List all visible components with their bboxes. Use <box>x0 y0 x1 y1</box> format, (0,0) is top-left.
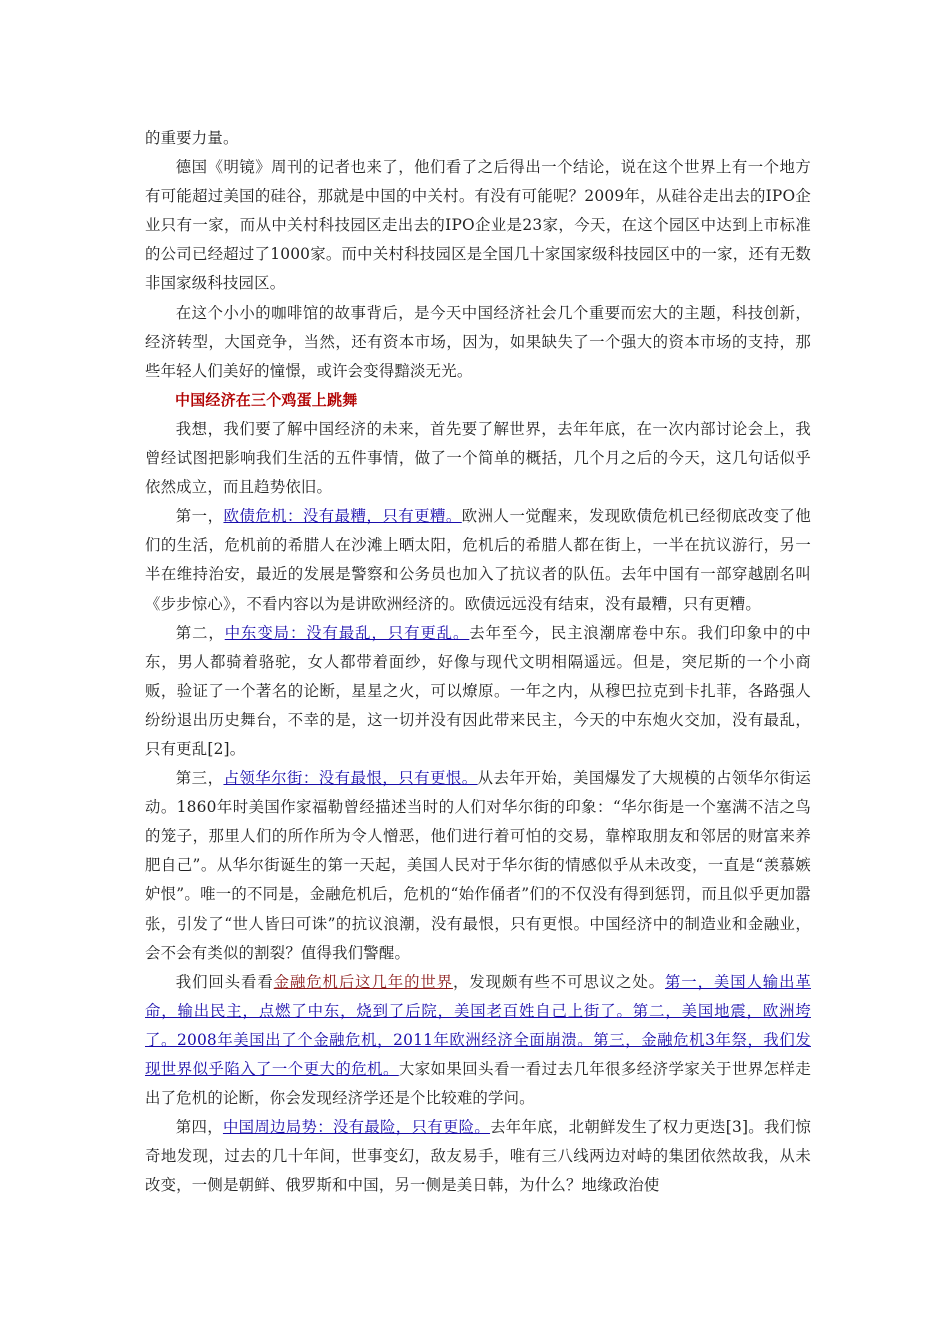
paragraph-text: 从去年开始，美国爆发了大规模的占领华尔街运动。1860年时美国作家福勒曾经描述当时的人们对华尔街的印象：“华尔街是一个塞满不洁之鸟的笼子，那里人们的所作所为令人憎恶，他们进行着可怕的交易，靠榨取朋友和邻居的财富来养肥自己”。从华尔街诞生的第一天起，美国人民对于华尔街的情感似乎从未改变，一直是“羡慕嫉妒恨”。唯一的不同是，金融危机后，危机的“始作俑者”们的不仅没有得到惩罚，而且似乎更加嚣张，引发了“世人皆曰可诛”的抗议浪潮，没有最恨，只有更恨。中国经济中的制造业和金融业，会不会有类似的割裂？值得我们警醒。 <box>145 769 812 962</box>
paragraph <box>145 502 811 618</box>
link-middle-east[interactable]: 中东变局：没有最乱，只有更乱。 <box>224 623 470 642</box>
paragraph <box>145 153 811 298</box>
link-post-crisis-world[interactable]: 金融危机后这几年的世界 <box>273 972 453 991</box>
paragraph-text: 在这个小小的咖啡馆的故事背后，是今天中国经济社会几个重要而宏大的主题，科技创新，经济转型，大国竞争，当然，还有资本市场，因为，如果缺失了一个强大的资本市场的支持，那些年轻人们美好的憧憬，或许会变得黯淡无光。 <box>145 303 811 380</box>
paragraph-text: ，发现颇有些不可思议之处。 <box>453 972 665 991</box>
paragraph-text: 欧洲人一觉醒来，发现欧债危机已经彻底改变了他们的生活，危机前的希腊人在沙滩上晒太阳，危机后的希腊人都在街上，一半在抗议游行，另一半在维持治安，最近的发展是警察和公务员也加入了抗议者的队伍。去年中国有一部穿越剧名叫《步步惊心》，不看内容以为是讲欧洲经济的。欧债远远没有结束，没有最糟，只有更糟。 <box>145 507 811 613</box>
paragraph <box>145 619 811 764</box>
paragraph-text: 第一， <box>175 507 224 526</box>
paragraph-text: 大家如果回头看一看过去几年很多经济学家关于世界怎样走出了危机的论断，你会发现经济学还是个比较难的学问。 <box>145 1060 812 1108</box>
paragraph-text: 德国《明镜》周刊的记者也来了，他们看了之后得出一个结论，说在这个世界上有一个地方有可能超过美国的硅谷，那就是中国的中关村。有没有可能呢？2009年，从硅谷走出去的IPO企业只有一家，而从中关村科技园区走出去的IPO企业是23家，今天，在这个园区中达到上市标准的公司已经超过了1000家。而中关村科技园区是全国几十家国家级科技园区中的一家，还有无数非国家级科技园区。 <box>145 158 811 293</box>
paragraph-text: 的重要力量。 <box>145 129 239 147</box>
link-euro-debt-crisis[interactable]: 欧债危机：没有最糟，只有更糟。 <box>223 507 462 526</box>
article-body <box>145 124 811 1200</box>
section-heading: 中国经济在三个鸡蛋上跳舞 <box>175 390 358 409</box>
paragraph <box>145 415 811 502</box>
paragraph <box>145 968 811 1113</box>
link-crisis-summary[interactable]: 第一，美国人输出革命，输出民主，点燃了中东，烧到了后院，美国老百姓自己上街了。第二，美国地震，欧洲垮了。2008年美国出了个金融危机，2011年欧洲经济全面崩溃。第三，金融危机3年祭，我们发现世界似乎陷入了一个更大的危机。 <box>145 972 811 1078</box>
paragraph <box>145 299 811 386</box>
paragraph-text: 去年至今，民主浪潮席卷中东。我们印象中的中东，男人都骑着骆驼，女人都带着面纱，好像与现代文明相隔遥远。但是，突尼斯的一个小商贩，验证了一个著名的论断，星星之火，可以燎原。一年之内，从穆巴拉克到卡扎菲，各路强人纷纷退出历史舞台，不幸的是，这一切并没有因此带来民主，今天的中东炮火交加，没有最乱，只有更乱[2]。 <box>145 623 811 758</box>
link-occupy-wall-street[interactable]: 占领华尔街：没有最恨，只有更恨。 <box>223 769 478 788</box>
paragraph-text: 去年年底，北朝鲜发生了权力更迭[3]。我们惊奇地发现，过去的几十年间，世事变幻，敌友易手，唯有三八线两边对峙的集团依然故我，从未改变，一侧是朝鲜、俄罗斯和中国，另一侧是美日韩，为什么？地缘政治使 <box>145 1118 811 1195</box>
paragraph <box>145 764 811 968</box>
paragraph-text: 第二， <box>175 623 225 642</box>
paragraph-text: 第三， <box>175 769 224 788</box>
paragraph-text: 我想，我们要了解中国经济的未来，首先要了解世界，去年年底，在一次内部讨论会上，我曾经试图把影响我们生活的五件事情，做了一个简单的概括，几个月之后的今天，这几句话似乎依然成立，而且趋势依旧。 <box>145 419 811 497</box>
paragraph-text: 我们回头看看 <box>175 972 274 991</box>
paragraph <box>145 1113 811 1200</box>
paragraph <box>145 124 811 153</box>
link-china-periphery[interactable]: 中国周边局势：没有最险，只有更险。 <box>222 1118 491 1137</box>
paragraph-text: 第四， <box>175 1118 223 1137</box>
